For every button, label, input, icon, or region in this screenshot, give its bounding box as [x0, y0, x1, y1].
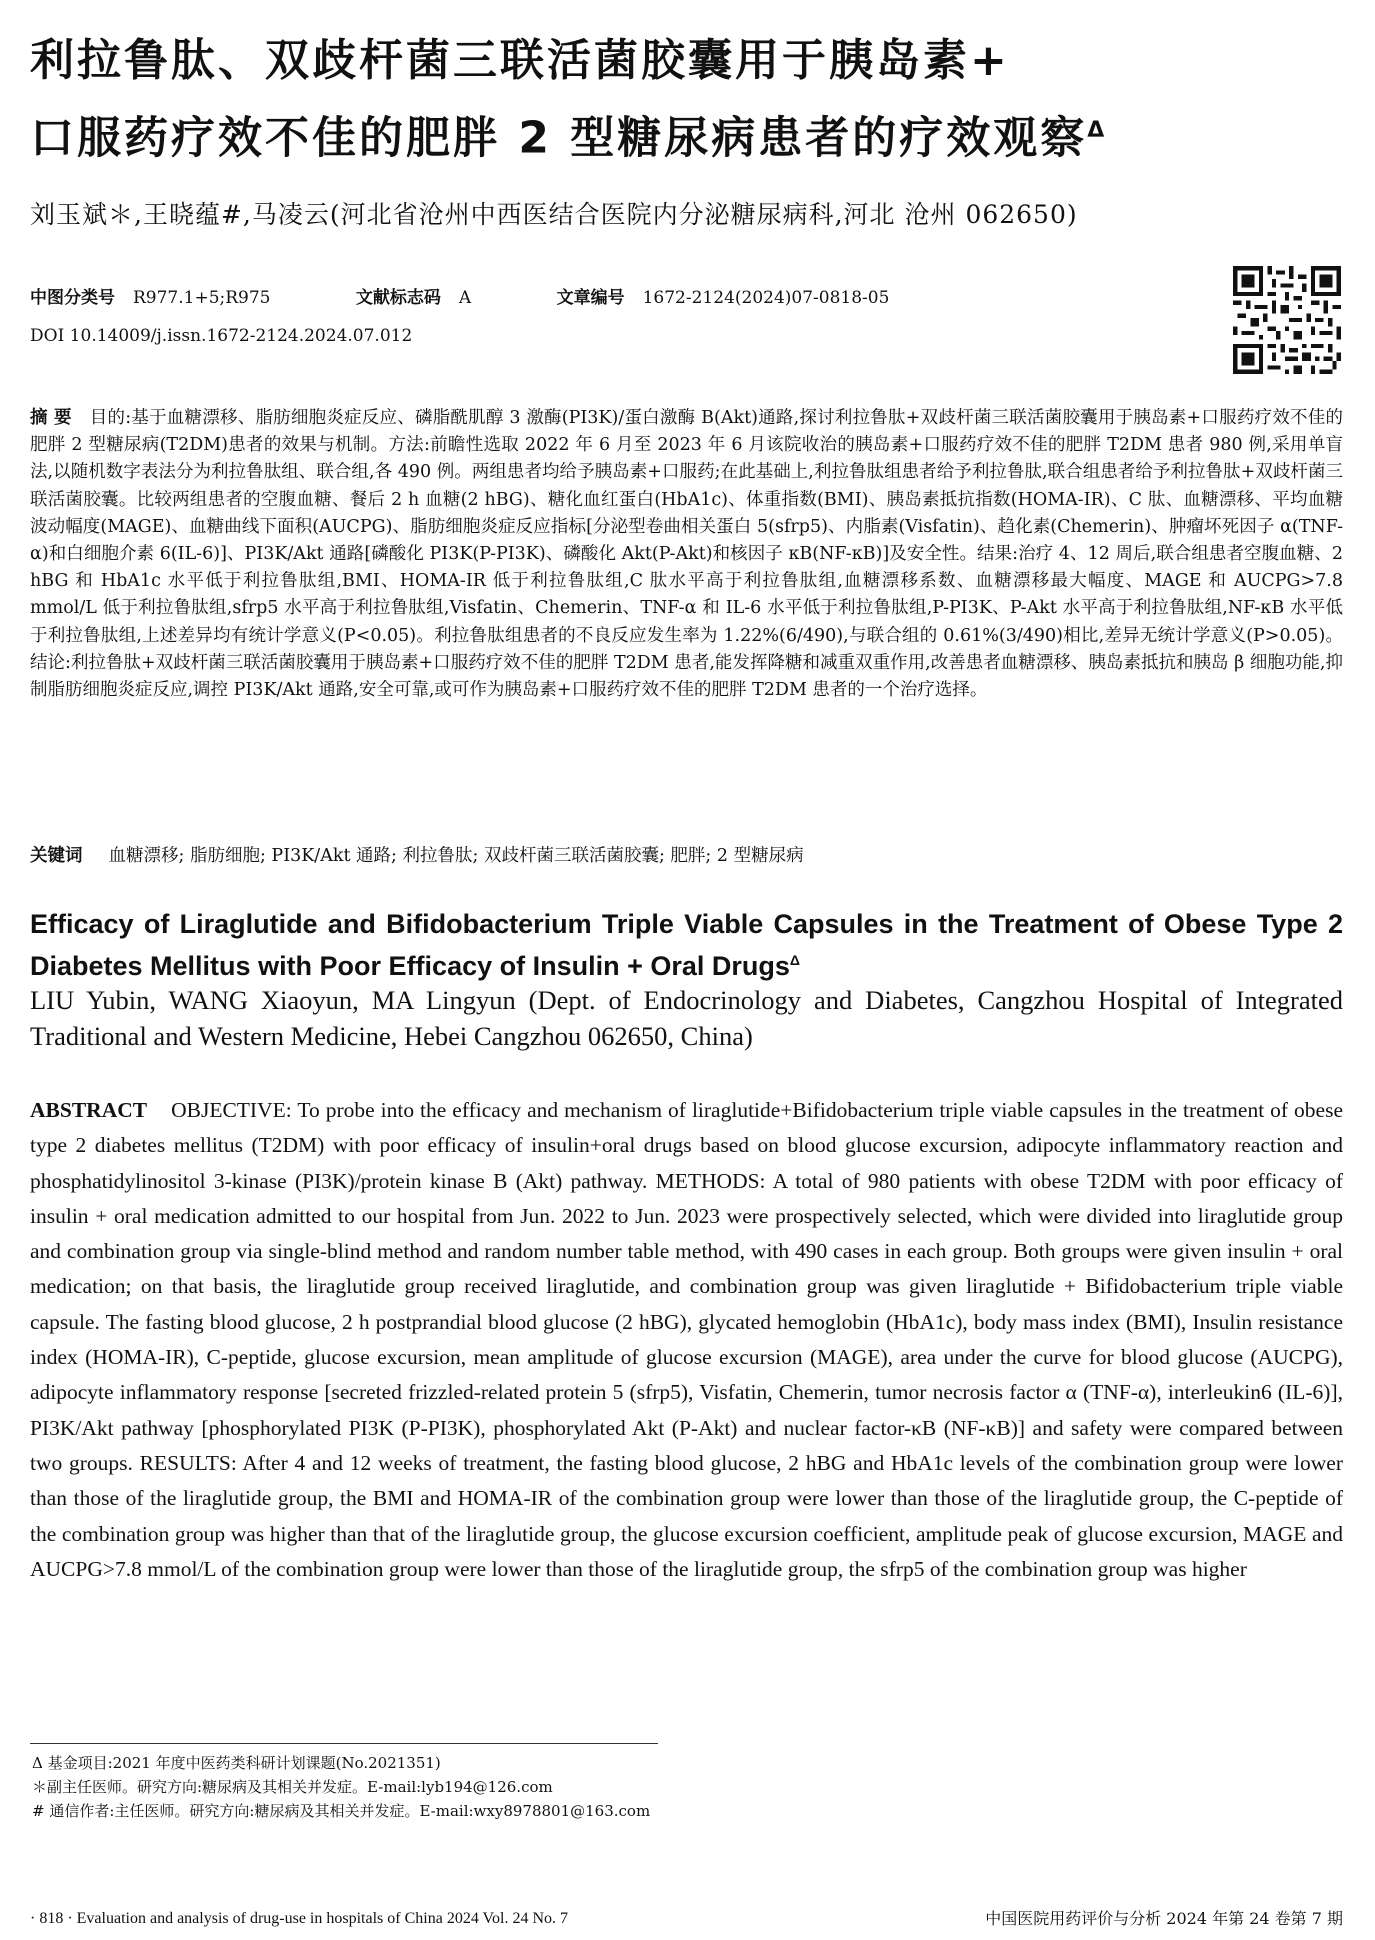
doc-code-value: A: [458, 288, 472, 308]
english-title-text: Efficacy of Liraglutide and Bifidobacterium Triple Viable Capsules in the Treatment of Obese Type 2 Diabetes Mellitus with Poor Efficacy of Insulin + Oral Drugs: [30, 909, 1343, 981]
chinese-abstract-label: 摘 要: [30, 408, 72, 428]
doc-code-label: 文献标志码: [355, 288, 441, 308]
english-title-fund-mark: Δ: [789, 952, 800, 968]
chinese-keywords: [30, 843, 1343, 870]
footer-journal-en: · 818 · Evaluation and analysis of drug-use in hospitals of China 2024 Vol. 24 No. 7: [30, 1910, 569, 1927]
english-authors-affiliation: LIU Yubin, WANG Xiaoyun, MA Lingyun (Dept. of Endocrinology and Diabetes, Cangzhou Hospital of Integrated Traditional and Western Medicine, Hebei Cangzhou 062650, China): [30, 985, 1343, 1051]
footnote-divider: [30, 1743, 658, 1744]
title-fund-mark: Δ: [1087, 118, 1108, 143]
article-no-value: 1672-2124(2024)07-0818-05: [642, 288, 890, 308]
doi: DOI 10.14009/j.issn.1672-2124.2024.07.012: [30, 326, 413, 346]
footer-journal-cn: 中国医院用药评价与分析 2024 年第 24 卷第 7 期: [985, 1909, 1343, 1928]
chinese-keywords-text: 血糖漂移; 脂肪细胞; PI3K/Akt 通路; 利拉鲁肽; 双歧杆菌三联活菌胶囊; 肥胖; 2 型糖尿病: [108, 846, 804, 866]
chinese-abstract-text: 目的:基于血糖漂移、脂肪细胞炎症反应、磷脂酰肌醇 3 激酶(PI3K)/蛋白激酶 B(Akt)通路,探讨利拉鲁肽+双歧杆菌三联活菌胶囊用于胰岛素+口服药疗效不佳的肥胖 2 型糖尿病(T2DM)患者的效果与机制。方法:前瞻性选取 2022 年 6 月至 2023 年 6 月该院收治的胰岛素+口服药疗效不佳的肥胖 T2DM 患者 980 例,采用单盲法,以随机数字表法分为利拉鲁肽组、联合组,各 490 例。两组患者均给予胰岛素+口服药;在此基础上,利拉鲁肽组患者给予利拉鲁肽,联合组患者给予利拉鲁肽+双歧杆菌三联活菌胶囊。比较两组患者的空腹血糖、餐后 2 h 血糖(2 hBG)、糖化血红蛋白(HbA1c)、体重指数(BMI)、胰岛素抵抗指数(HOMA-IR)、C 肽、血糖漂移、平均血糖波动幅度(MAGE)、血糖曲线下面积(AUCPG)、脂肪细胞炎症反应指标[分泌型卷曲相关蛋白 5(sfrp5)、内脂素(Visfatin)、趋化素(Chemerin)、肿瘤坏死因子 α(TNF-α)和白细胞介素 6(IL-6)]、PI3K/Akt 通路[磷酸化 PI3K(P-PI3K)、磷酸化 Akt(P-Akt)和核因子 κB(NF-κB)]及安全性。结果:治疗 4、12 周后,联合组患者空腹血糖、2 hBG 和 HbA1c 水平低于利拉鲁肽组,BMI、HOMA-IR 低于利拉鲁肽组,C 肽水平高于利拉鲁肽组,血糖漂移系数、血糖漂移最大幅度、MAGE 和 AUCPG>7.8 mmol/L 低于利拉鲁肽组,sfrp5 水平高于利拉鲁肽组,Visfatin、Chemerin、TNF-α 和 IL-6 水平低于利拉鲁肽组,P-PI3K、P-Akt 水平高于利拉鲁肽组,NF-κB 水平低于利拉鲁肽组,上述差异均有统计学意义(P<0.05)。利拉鲁肽组患者的不良反应发生率为 1.22%(6/490),与联合组的 0.61%(3/490)相比,差异无统计学意义(P>0.05)。结论:利拉鲁肽+双歧杆菌三联活菌胶囊用于胰岛素+口服药疗效不佳的肥胖 T2DM 患者,能发挥降糖和减重双重作用,改善患者血糖漂移、胰岛素抵抗和胰岛 β 细胞功能,抑制脂肪细胞炎症反应,调控 PI3K/Akt 通路,安全可靠,或可作为胰岛素+口服药疗效不佳的肥胖 T2DM 患者的一个治疗选择。: [30, 408, 1344, 701]
chinese-authors-affiliation: 刘玉斌＊,王晓蕴#,马凌云(河北省沧州中西医结合医院内分泌糖尿病科,河北 沧州 062650): [30, 200, 1078, 229]
qr-code-icon[interactable]: [1233, 266, 1341, 374]
clc-label: 中图分类号: [30, 288, 115, 308]
chinese-abstract: [30, 405, 1343, 704]
article-no-label: 文章编号: [556, 288, 625, 308]
english-abstract-text: OBJECTIVE: To probe into the efficacy and mechanism of liraglutide+Bifidobacterium triple viable capsules in the treatment of obese type 2 diabetes mellitus (T2DM) with poor efficacy of insulin+oral drugs based on blood glucose excursion, adipocyte inflammatory reaction and phosphatidylinositol 3-kinase (PI3K)/protein kinase B (Akt) pathway. METHODS: A total of 980 patients with obese T2DM with poor efficacy of insulin + oral medication admitted to our hospital from Jun. 2022 to Jun. 2023 were prospectively selected, which were divided into liraglutide group and combination group via single-blind method and random number table method, with 490 cases in each group. Both groups were given insulin + oral medication; on that basis, the liraglutide group received liraglutide, and combination group was given liraglutide + Bifidobacterium triple viable capsule. The fasting blood glucose, 2 h postprandial blood glucose (2 hBG), glycated hemoglobin (HbA1c), body mass index (BMI), Insulin resistance index (HOMA-IR), C-peptide, glucose excursion, mean amplitude of glucose excursion (MAGE), area under the curve for blood glucose (AUCPG), adipocyte inflammatory response [secreted frizzled-related protein 5 (sfrp5), Visfatin, Chemerin, tumor necrosis factor α (TNF-α), interleukin6 (IL-6)], PI3K/Akt pathway [phosphorylated PI3K (P-PI3K), phosphorylated Akt (P-Akt) and nuclear factor-κB (NF-κB)] and safety were compared between two groups. RESULTS: After 4 and 12 weeks of treatment, the fasting blood glucose, 2 hBG and HbA1c levels of the combination group were lower than those of the liraglutide group, the BMI and HOMA-IR of the combination group were lower than those of the liraglutide group, the C-peptide of the combination group was higher than that of the liraglutide group, the glucose excursion coefficient, amplitude peak of glucose excursion, MAGE and AUCPG>7.8 mmol/L of the combination group were lower than those of the liraglutide group, the sfrp5 of the combination group was higher: [30, 1098, 1343, 1581]
article-page: [30, 0, 1345, 1940]
english-abstract: [30, 1093, 1343, 1587]
english-abstract-label: ABSTRACT: [30, 1098, 148, 1122]
chinese-title-line1: 利拉鲁肽、双歧杆菌三联活菌胶囊用于胰岛素+: [30, 35, 1010, 86]
footnotes: [32, 1751, 650, 1823]
footnote-corresponding-author: # 通信作者:主任医师。研究方向:糖尿病及其相关并发症。E-mail:wxy8978801@163.com: [32, 1802, 651, 1820]
footnote-first-author: ＊副主任医师。研究方向:糖尿病及其相关并发症。E-mail:lyb194@126.com: [32, 1778, 553, 1796]
footnote-fund: Δ 基金项目:2021 年度中医药类科研计划课题(No.2021351): [32, 1754, 441, 1772]
chinese-title-line2: 口服药疗效不佳的肥胖 2 型糖尿病患者的疗效观察: [30, 112, 1088, 164]
clc-value: R977.1+5;R975: [133, 288, 271, 308]
classification-row: [30, 287, 889, 309]
chinese-title: [30, 26, 1345, 174]
english-title: [30, 906, 1343, 984]
chinese-keywords-label: 关键词: [30, 846, 83, 866]
